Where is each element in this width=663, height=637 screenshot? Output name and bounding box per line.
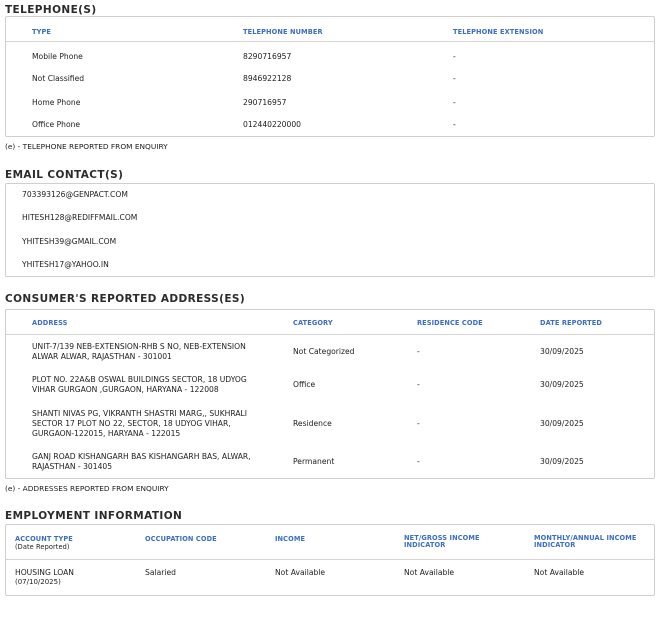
address-row-address: UNIT-7/139 NEB-EXTENSION-RHB S NO, NEB-EXTENSION ALWAR ALWAR, RAJASTHAN - 301001: [32, 342, 246, 361]
address-row-residence-code: -: [417, 347, 420, 356]
telephone-row-number: 8290716957: [243, 52, 292, 61]
employment-row-occupation: Salaried: [145, 568, 176, 577]
addresses-header-residence-code: RESIDENCE CODE: [417, 319, 483, 327]
telephone-row-extension: -: [453, 120, 456, 129]
telephone-row-type: Home Phone: [32, 98, 81, 107]
telephone-row-type: Office Phone: [32, 120, 81, 129]
employment-header-occupation: OCCUPATION CODE: [145, 535, 217, 543]
employment-header-date-reported: (Date Reported): [15, 543, 70, 551]
address-row-residence-code: -: [417, 380, 420, 389]
employment-header-income: INCOME: [275, 535, 306, 543]
employment-account-type-value: HOUSING LOAN: [15, 568, 74, 577]
addresses-header-address: ADDRESS: [32, 319, 68, 327]
address-row-address: PLOT NO. 22A&B OSWAL BUILDINGS SECTOR, 18 UDYOG VIHAR GURGAON ,GURGAON, HARYANA - 122008: [32, 375, 247, 394]
employment-section-title: EMPLOYMENT INFORMATION: [5, 510, 183, 522]
telephone-row-extension: -: [453, 52, 456, 61]
employment-header-monthly-annual: MONTHLY/ANNUAL INCOME INDICATOR: [534, 534, 637, 549]
telephones-header-extension: TELEPHONE EXTENSION: [453, 28, 544, 36]
telephone-row-extension: -: [453, 74, 456, 83]
email-item: HITESH128@REDIFFMAIL.COM: [22, 213, 138, 222]
employment-header-divider: [6, 559, 654, 560]
address-row-date: 30/09/2025: [540, 457, 584, 466]
employment-header-account-type-label: ACCOUNT TYPE: [15, 535, 73, 543]
telephones-header-divider: [6, 41, 654, 42]
telephone-row-number: 8946922128: [243, 74, 292, 83]
address-row-date: 30/09/2025: [540, 419, 584, 428]
address-row-category: Not Categorized: [293, 347, 355, 356]
employment-row-monthly-annual: Not Available: [534, 568, 585, 577]
addresses-header-category: CATEGORY: [293, 319, 333, 327]
employment-table: [5, 524, 655, 596]
address-row-address: SHANTI NIVAS PG, VIKRANTH SHASTRI MARG,, SUKHRALI SECTOR 17 PLOT NO 22, SECTOR, 18 UDYOG VIHAR, GURGAON-122015, HARYANA - 122015: [32, 409, 248, 438]
telephones-header-number: TELEPHONE NUMBER: [243, 28, 323, 36]
employment-row-net-gross: Not Available: [404, 568, 455, 577]
telephone-row-extension: -: [453, 98, 456, 107]
address-row-category: Office: [293, 380, 316, 389]
email-item: YHITESH17@YAHOO.IN: [22, 260, 109, 269]
telephone-row-type: Mobile Phone: [32, 52, 83, 61]
addresses-section-title: CONSUMER'S REPORTED ADDRESS(ES): [5, 293, 246, 305]
telephone-row-number: 290716957: [243, 98, 287, 107]
addresses-header-divider: [6, 334, 654, 335]
emails-section-title: EMAIL CONTACT(S): [5, 169, 124, 181]
employment-row-income: Not Available: [275, 568, 326, 577]
employment-row-account-type: [15, 568, 74, 587]
address-row-date: 30/09/2025: [540, 347, 584, 356]
email-item: YHITESH39@GMAIL.COM: [22, 237, 117, 246]
employment-date-reported-value: (07/10/2025): [15, 578, 61, 586]
email-item: 703393126@GENPACT.COM: [22, 190, 128, 199]
addresses-header-date-reported: DATE REPORTED: [540, 319, 602, 327]
address-row-address: GANJ ROAD KISHANGARH BAS KISHANGARH BAS, ALWAR, RAJASTHAN - 301405: [32, 452, 251, 471]
telephones-enquiry-note: (e) - TELEPHONE REPORTED FROM ENQUIRY: [5, 142, 168, 151]
address-row-category: Permanent: [293, 457, 335, 466]
addresses-enquiry-note: (e) - ADDRESSES REPORTED FROM ENQUIRY: [5, 484, 169, 493]
address-row-residence-code: -: [417, 457, 420, 466]
employment-header-net-gross: NET/GROSS INCOME INDICATOR: [404, 534, 480, 549]
employment-header-account-type: [15, 535, 73, 552]
telephones-section-title: TELEPHONE(S): [5, 4, 97, 16]
address-row-date: 30/09/2025: [540, 380, 584, 389]
address-row-category: Residence: [293, 419, 332, 428]
address-row-residence-code: -: [417, 419, 420, 428]
telephones-table: [5, 16, 655, 137]
telephones-header-type: TYPE: [32, 28, 52, 36]
emails-list: [5, 183, 655, 277]
telephone-row-number: 012440220000: [243, 120, 301, 129]
telephone-row-type: Not Classified: [32, 74, 85, 83]
addresses-table: [5, 309, 655, 479]
